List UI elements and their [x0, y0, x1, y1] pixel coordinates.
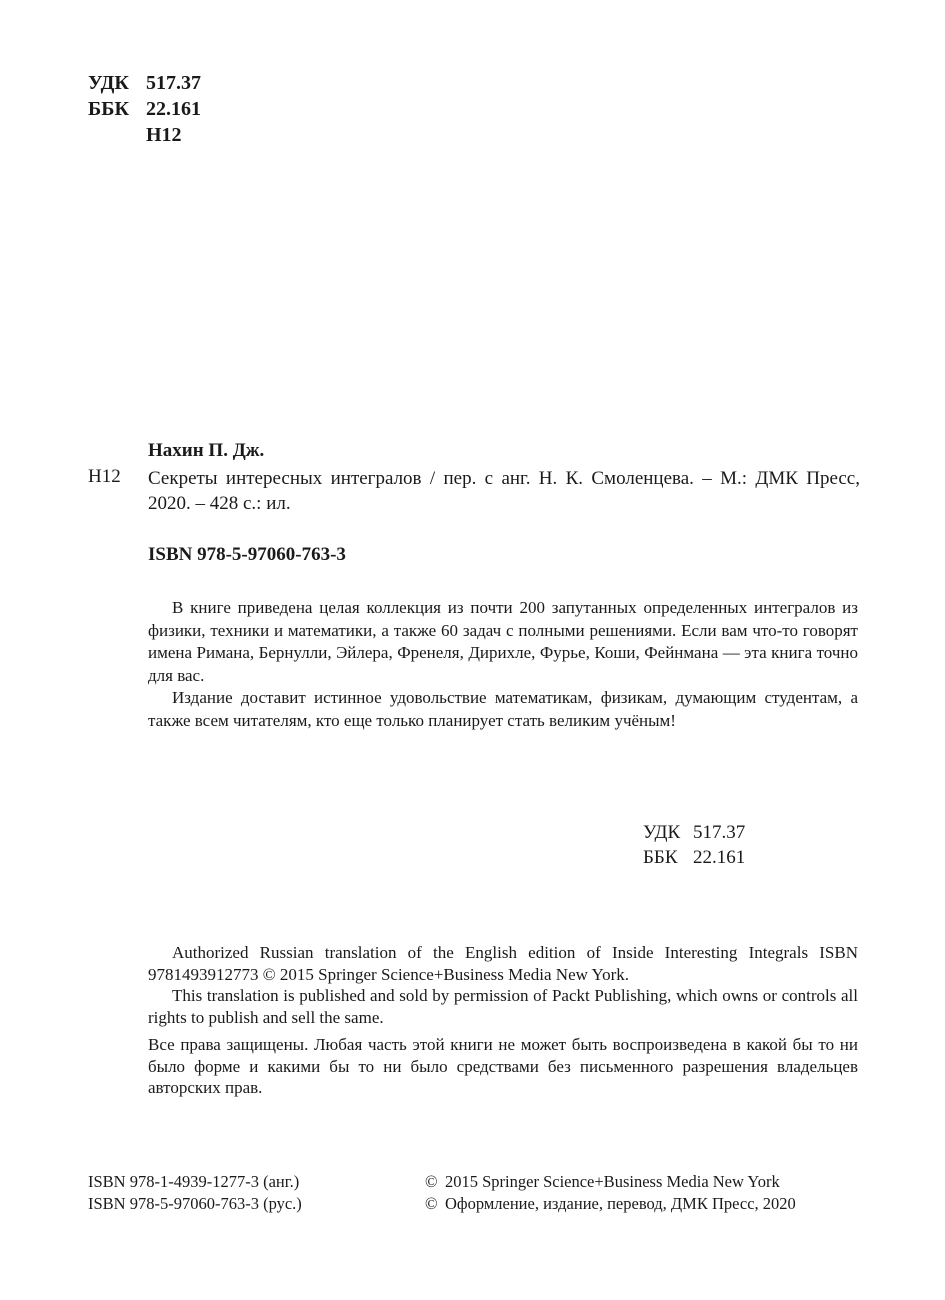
- english-paragraph: This translation is published and sold by permission of Packt Publishing, which owns or controls all rights to publish and sell the same.: [148, 986, 858, 1027]
- udk-value: 517.37: [146, 72, 201, 94]
- udk-label: УДК: [88, 72, 129, 94]
- footer-isbn-line: ISBN 978-5-97060-763-3 (рус.): [88, 1194, 302, 1213]
- bbk-row: [88, 98, 201, 124]
- annotation-paragraph: В книге приведена целая коллекция из почти 200 запутанных определенных интегралов из физики, техники и математики, а также 60 задач с полными решениями. Если вам что-то говорят имена Римана, Бернулли, Эйлера, Френеля, Дирихле, Фурье, Коши, Фейнмана — эта книга точно для вас.: [148, 598, 858, 685]
- right-udk-row: [643, 820, 745, 845]
- catalog-code: Н12: [88, 466, 121, 487]
- catalog-author: Нахин П. Дж.: [148, 440, 265, 461]
- right-bbk-value: 22.161: [693, 847, 746, 868]
- right-classification: [643, 820, 745, 870]
- right-udk-label: УДК: [643, 822, 681, 843]
- copyright-line: [425, 1193, 796, 1215]
- english-notice: [148, 942, 858, 1028]
- copyright-text: 2015 Springer Science+Business Media New York: [445, 1172, 780, 1191]
- footer-isbn-list: [88, 1171, 302, 1215]
- bbk-label: ББК: [88, 98, 129, 120]
- author-code-row: [88, 124, 201, 150]
- classification-block: [88, 72, 201, 150]
- rights-notice: [148, 1034, 858, 1099]
- annotation-paragraph: Издание доставит истинное удовольствие математикам, физикам, думающим студентам, а также всем читателям, кто еще только планирует стать великим учёным!: [148, 688, 858, 730]
- footer-isbn-line: ISBN 978-1-4939-1277-3 (анг.): [88, 1172, 300, 1191]
- copyright-symbol: ©: [425, 1172, 438, 1191]
- udk-row: [88, 72, 201, 98]
- catalog-description: Секреты интересных интегралов / пер. с анг. Н. К. Смоленцева. – М.: ДМК Пресс, 2020. – 428 с.: ил.: [148, 468, 860, 514]
- right-udk-value: 517.37: [693, 822, 746, 843]
- bbk-value: 22.161: [146, 98, 201, 120]
- author-code: Н12: [146, 124, 182, 146]
- copyright-line: [425, 1171, 796, 1193]
- right-bbk-label: ББК: [643, 847, 678, 868]
- catalog-isbn: ISBN 978-5-97060-763-3: [148, 544, 346, 565]
- english-paragraph: Authorized Russian translation of the English edition of Inside Interesting Integrals ISBN 9781493912773 © 2015 Springer Science+Business Media New York.: [148, 943, 858, 984]
- annotation: [148, 597, 858, 732]
- right-bbk-row: [643, 845, 745, 870]
- copyright-text: Оформление, издание, перевод, ДМК Пресс, 2020: [445, 1194, 796, 1213]
- copyright-symbol: ©: [425, 1194, 438, 1213]
- rights-text: Все права защищены. Любая часть этой книги не может быть воспроизведена в какой бы то ни было форме и какими бы то ни было средствами без письменного разрешения владельцев авторских прав.: [148, 1035, 858, 1097]
- footer-copyright-list: [425, 1171, 796, 1215]
